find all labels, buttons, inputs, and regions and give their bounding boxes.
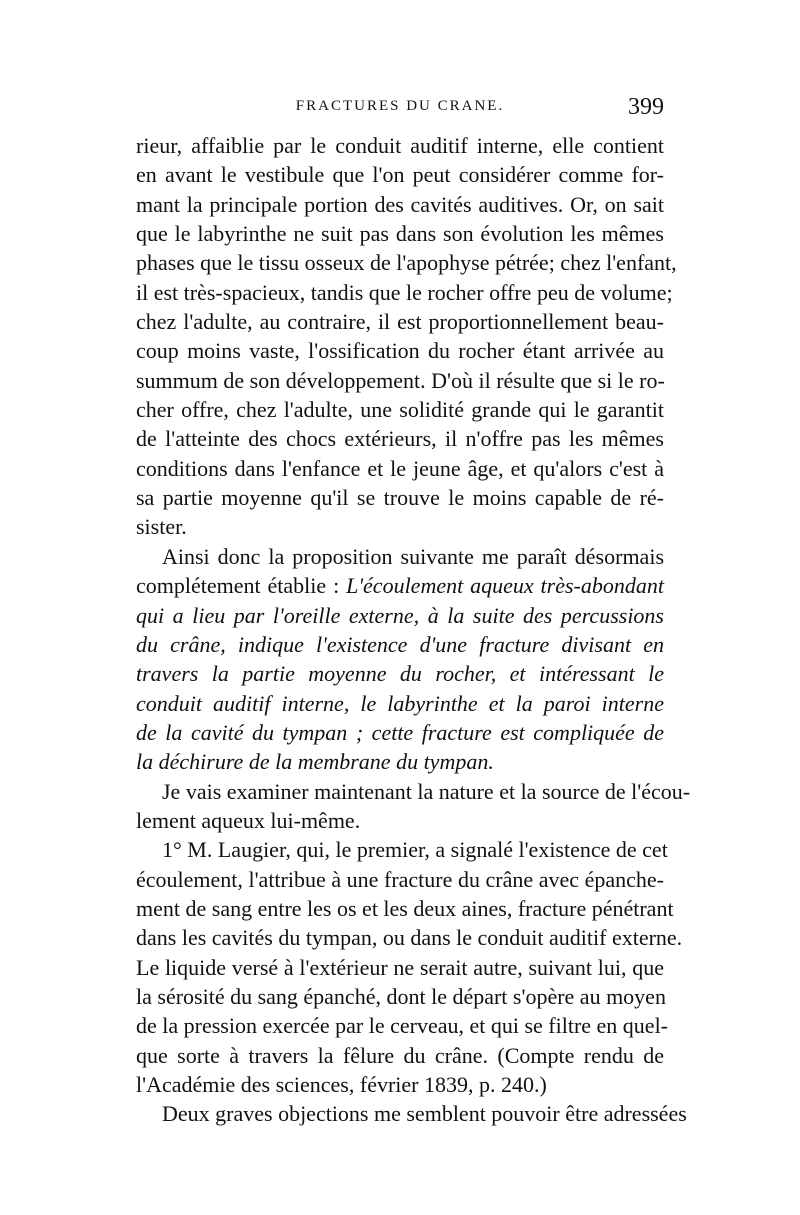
text-line: coup moins vaste, l'ossification du rocher étant arrivée au <box>136 338 664 364</box>
text-line: cher offre, chez l'adulte, une solidité grande qui le garantit <box>136 397 664 423</box>
text-line: mant la principale portion des cavités auditives. Or, on sait <box>136 191 664 217</box>
text-line: Le liquide versé à l'extérieur ne serait autre, suivant lui, que <box>136 954 664 980</box>
text-line: la sérosité du sang épanché, dont le départ s'opère au moyen <box>136 983 666 1009</box>
text-line: Je vais examiner maintenant la nature et la source de l'écou- <box>162 778 691 804</box>
text-line: Deux graves objections me semblent pouvoir être adressées <box>162 1101 687 1127</box>
running-title: FRACTURES DU CRANE. <box>295 98 505 114</box>
italic-line: la déchirure de la membrane du tympan. <box>136 749 494 775</box>
text-line: de l'atteinte des chocs extérieurs, il n'offre pas les mêmes <box>136 426 664 452</box>
italic-line: du crâne, indique l'existence d'une fracture divisant en <box>136 631 664 657</box>
italic-line: de la cavité du tympan ; cette fracture est compliquée de <box>136 719 664 745</box>
page-number: 399 <box>628 94 664 120</box>
text-segment: complétement établie : <box>136 573 347 599</box>
italic-line: conduit auditif interne, le labyrinthe et la paroi interne <box>136 690 664 716</box>
text-line: il est très-spacieux, tandis que le rocher offre peu de volume; <box>136 279 673 305</box>
text-line: Ainsi donc la proposition suivante me paraît désormais <box>162 543 664 569</box>
text-line: ment de sang entre les os et les deux aines, fracture pénétrant <box>136 895 674 921</box>
text-line: lement aqueux lui-même. <box>136 807 361 833</box>
italic-line: travers la partie moyenne du rocher, et intéressant le <box>136 661 664 687</box>
text-line: dans les cavités du tympan, ou dans le conduit auditif externe. <box>136 925 683 951</box>
text-line: écoulement, l'attribue à une fracture du crâne avec épanche- <box>136 866 664 892</box>
text-line: sa partie moyenne qu'il se trouve le moins capable de ré- <box>136 485 664 511</box>
text-line: 1° M. Laugier, qui, le premier, a signalé l'existence de cet <box>162 837 668 863</box>
text-line: conditions dans l'enfance et le jeune âge, et qu'alors c'est à <box>136 455 664 481</box>
page-header <box>136 94 664 124</box>
text-line: summum de son développement. D'où il résulte que si le ro- <box>136 367 665 393</box>
text-line: phases que le tissu osseux de l'apophyse pétrée; chez l'enfant, <box>136 250 677 276</box>
text-line: en avant le vestibule que l'on peut considérer comme for- <box>136 162 664 188</box>
italic-line: qui a lieu par l'oreille externe, à la suite des percussions <box>136 602 664 628</box>
text-line: que sorte à travers la fêlure du crâne. (Compte rendu de <box>136 1042 664 1068</box>
text-line: rieur, affaiblie par le conduit auditif interne, elle contient <box>136 133 664 158</box>
text-line: de la pression exercée par le cerveau, et qui se filtre en quel- <box>136 1013 669 1039</box>
text-line: sister. <box>136 514 187 540</box>
text-line: que le labyrinthe ne suit pas dans son évolution les mêmes <box>136 221 664 247</box>
italic-segment: L'écoulement aqueux très-abondant <box>346 573 664 599</box>
text-line: l'Académie des sciences, février 1839, p. 240.) <box>136 1072 547 1097</box>
text-line: chez l'adulte, au contraire, il est proportionnellement beau- <box>136 309 664 335</box>
text-line-mixed <box>136 571 664 600</box>
body-text <box>136 131 691 1129</box>
